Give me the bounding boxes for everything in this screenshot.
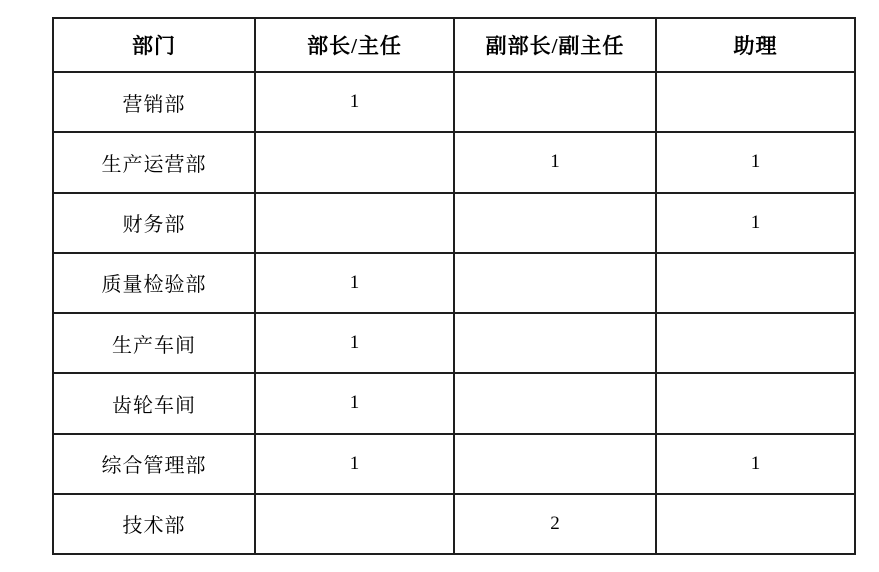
table-row: [53, 373, 855, 433]
table-row: [53, 313, 855, 373]
department-cell: 技术部: [53, 494, 255, 554]
table-row: [53, 193, 855, 253]
department-staff-table: [52, 17, 856, 555]
count-cell: 1: [656, 193, 855, 253]
count-cell: 2: [454, 494, 656, 554]
count-cell: [255, 132, 454, 192]
count-cell: [656, 313, 855, 373]
count-cell: [656, 72, 855, 132]
department-cell: 生产车间: [53, 313, 255, 373]
department-cell: 生产运营部: [53, 132, 255, 192]
count-cell: [454, 253, 656, 313]
department-cell: 财务部: [53, 193, 255, 253]
count-cell: [454, 313, 656, 373]
column-header-department: 部门: [53, 18, 255, 72]
table-row: [53, 72, 855, 132]
count-cell: [656, 253, 855, 313]
department-cell: 质量检验部: [53, 253, 255, 313]
count-cell: 1: [656, 434, 855, 494]
department-cell: 齿轮车间: [53, 373, 255, 433]
table-row: [53, 434, 855, 494]
table-header-row: [53, 18, 855, 72]
count-cell: 1: [255, 313, 454, 373]
count-cell: [255, 494, 454, 554]
count-cell: 1: [255, 373, 454, 433]
count-cell: [255, 193, 454, 253]
count-cell: [454, 434, 656, 494]
count-cell: [454, 373, 656, 433]
department-cell: 营销部: [53, 72, 255, 132]
count-cell: [656, 373, 855, 433]
table-row: [53, 494, 855, 554]
table-row: [53, 253, 855, 313]
count-cell: 1: [454, 132, 656, 192]
column-header-minister-director: 部长/主任: [255, 18, 454, 72]
count-cell: [454, 72, 656, 132]
count-cell: 1: [255, 434, 454, 494]
table-row: [53, 132, 855, 192]
department-cell: 综合管理部: [53, 434, 255, 494]
count-cell: [454, 193, 656, 253]
column-header-assistant: 助理: [656, 18, 855, 72]
count-cell: 1: [255, 253, 454, 313]
count-cell: 1: [656, 132, 855, 192]
column-header-deputy-minister-director: 副部长/副主任: [454, 18, 656, 72]
count-cell: 1: [255, 72, 454, 132]
count-cell: [656, 494, 855, 554]
